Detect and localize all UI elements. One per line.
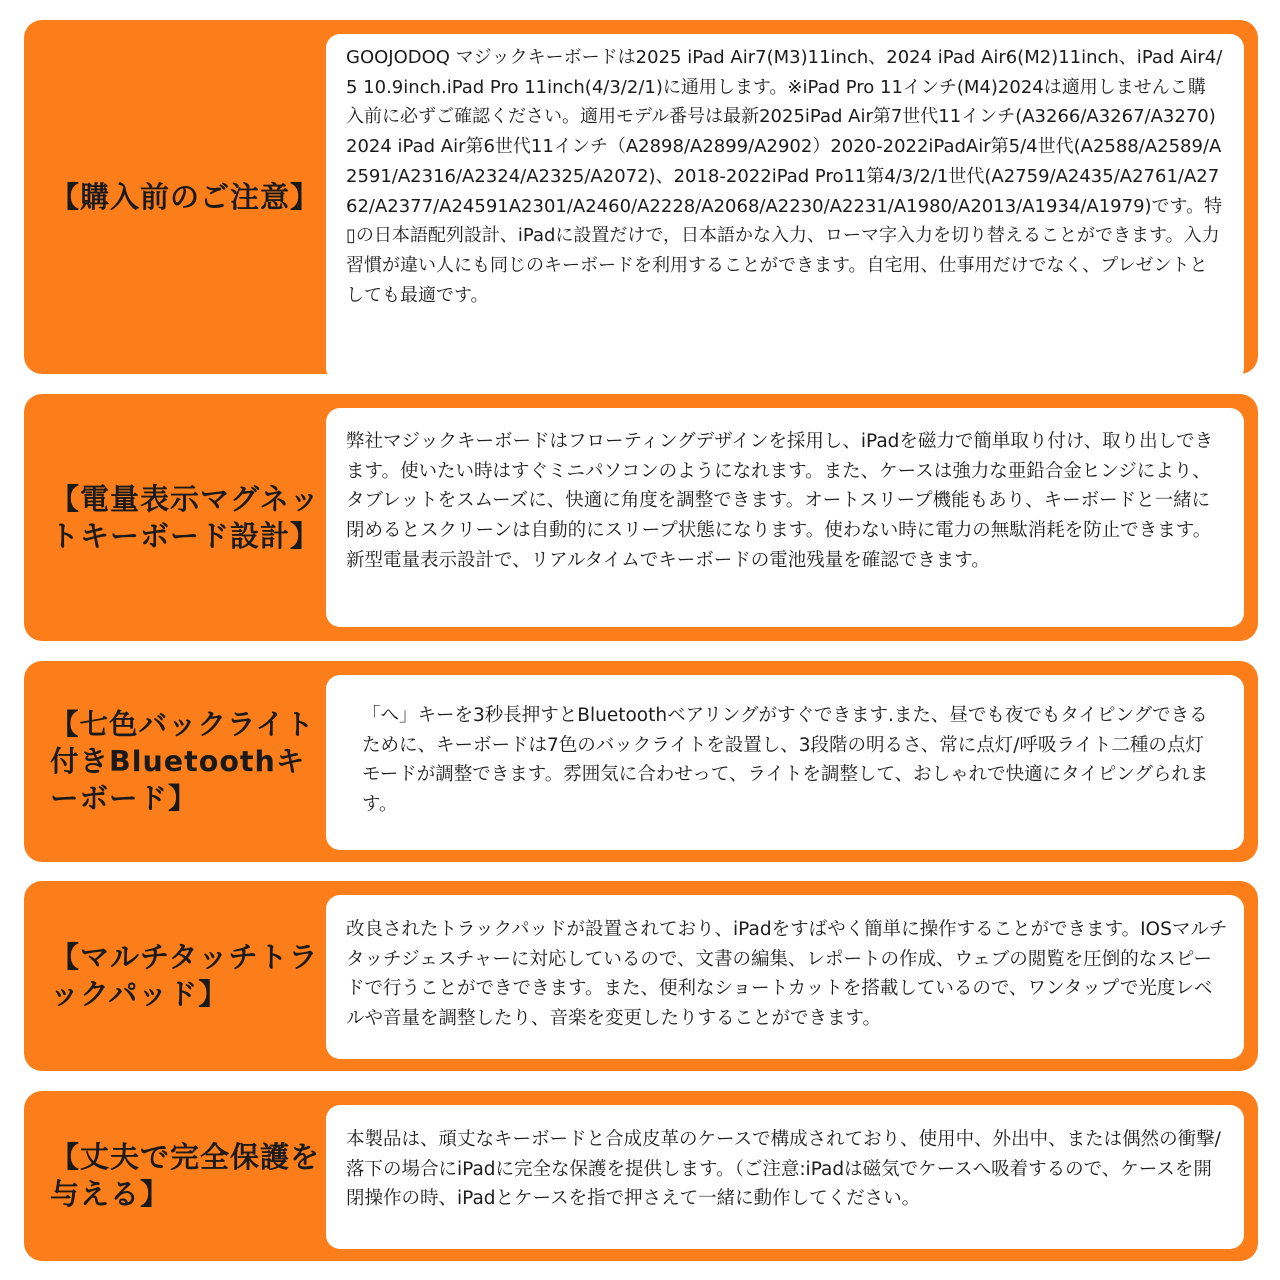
section-description-panel — [326, 34, 1244, 382]
section-title: 【マルチタッチトラックパッド】 — [50, 940, 319, 1011]
section-card-backlight — [24, 661, 1258, 862]
section-description: GOOJODOQ マジックキーボードは2025 iPad Air7(M3)11inch、2024 iPad Air6(M2)11inch、iPad Air4/5 10.9inch.iPad Pro 11inch(4/3/2/1)に通用します。※iPad Pro 11インチ(M4)2024は適用しませんこ購入前に必ずご確認ください。適用モデル番号は最新2025iPad Air第7世代11インチ(A3266/A3267/A3270)2024 iPad Air第6世代11インチ（A2898/A2899/A2902）2020-2022iPadAir第5/4世代(A2588/A2589/A2591/A2316/A2324/A2325/A2072)、2018-2022iPad Pro11第4/3/2/1世代(A2759/A2435/A2761/A2762/A2377/A24591A2301/A2460/A2228/A2068/A2230/A2231/A1980/A2013/A1934/A1979)です。特▯の日本語配列設計、iPadに設置だけで，日本語かな入力、ローマ字入力を切り替えることができます。入力習慣が違い人にも同じのキーボードを利用することができます。自宅用、仕事用だけでなく、プレゼントとしても最適です。 — [346, 47, 1223, 306]
section-title: 【丈夫で完全保護を与える】 — [50, 1140, 321, 1211]
section-description-panel — [326, 408, 1244, 627]
section-description: 「へ」キーを3秒長押すとBluetoothベアリングがすぐできます.また、昼でも夜でもタイピングできるために、キーボードは7色のバックライトを設置し、3段階の明るさ、常に点灯/呼吸ライト二種の点灯モードが調整できます。雰囲気に合わせって、ライトを調整して、おしゃれで快適にタイピングられます。 — [362, 705, 1209, 816]
section-description: 改良されたトラックパッドが設置されており、iPadをすばやく簡単に操作することができます。IOSマルチタッチジェスチャーに対応しているので、文書の編集、レポートの作成、ウェブの閲覧を圧倒的なスピードで行うことができできます。また、便利なショートカットを搭載しているので、ワンタップで光度レベルや音量を調整したり、音楽を変更したりすることができます。 — [346, 919, 1228, 1030]
section-description-panel — [326, 1105, 1244, 1249]
section-title: 【七色バックライト付きBluetoothキーボード】 — [50, 708, 315, 815]
section-card-battery-magnetic — [24, 394, 1258, 641]
section-title: 【電量表示マグネットキーボード設計】 — [50, 481, 321, 553]
section-description-panel — [326, 675, 1244, 850]
section-card-trackpad — [24, 881, 1258, 1071]
section-card-protection — [24, 1091, 1258, 1261]
section-description: 弊社マジックキーボードはフローティングデザインを採用し、iPadを磁力で簡単取り付け、取り出しできます。使いたい時はすぐミニパソコンのようになれます。また、ケースは強力な亜鉛合金ヒンジにより、タブレットをスムーズに、快適に角度を調整できます。オートスリープ機能もあり、キーボードと一緒に閉めるとスクリーンは自動的にスリープ状態になります。使わない時に電力の無駄消耗を防止できます。新型電量表示設計で、リアルタイムでキーボードの電池残量を確認できます。 — [346, 431, 1214, 571]
section-card-purchase-notice — [24, 20, 1258, 374]
section-description-panel — [326, 895, 1244, 1059]
section-title: 【購入前のご注意】 — [50, 179, 321, 214]
section-description: 本製品は、頑丈なキーボードと合成皮革のケースで構成されており、使用中、外出中、または偶然の衝撃/落下の場合にiPadに完全な保護を提供します。（ご注意:iPadは磁気でケースへ吸着するので、ケースを開閉操作の時、iPadとケースを指で押さえて一緒に動作してください。 — [346, 1129, 1221, 1210]
